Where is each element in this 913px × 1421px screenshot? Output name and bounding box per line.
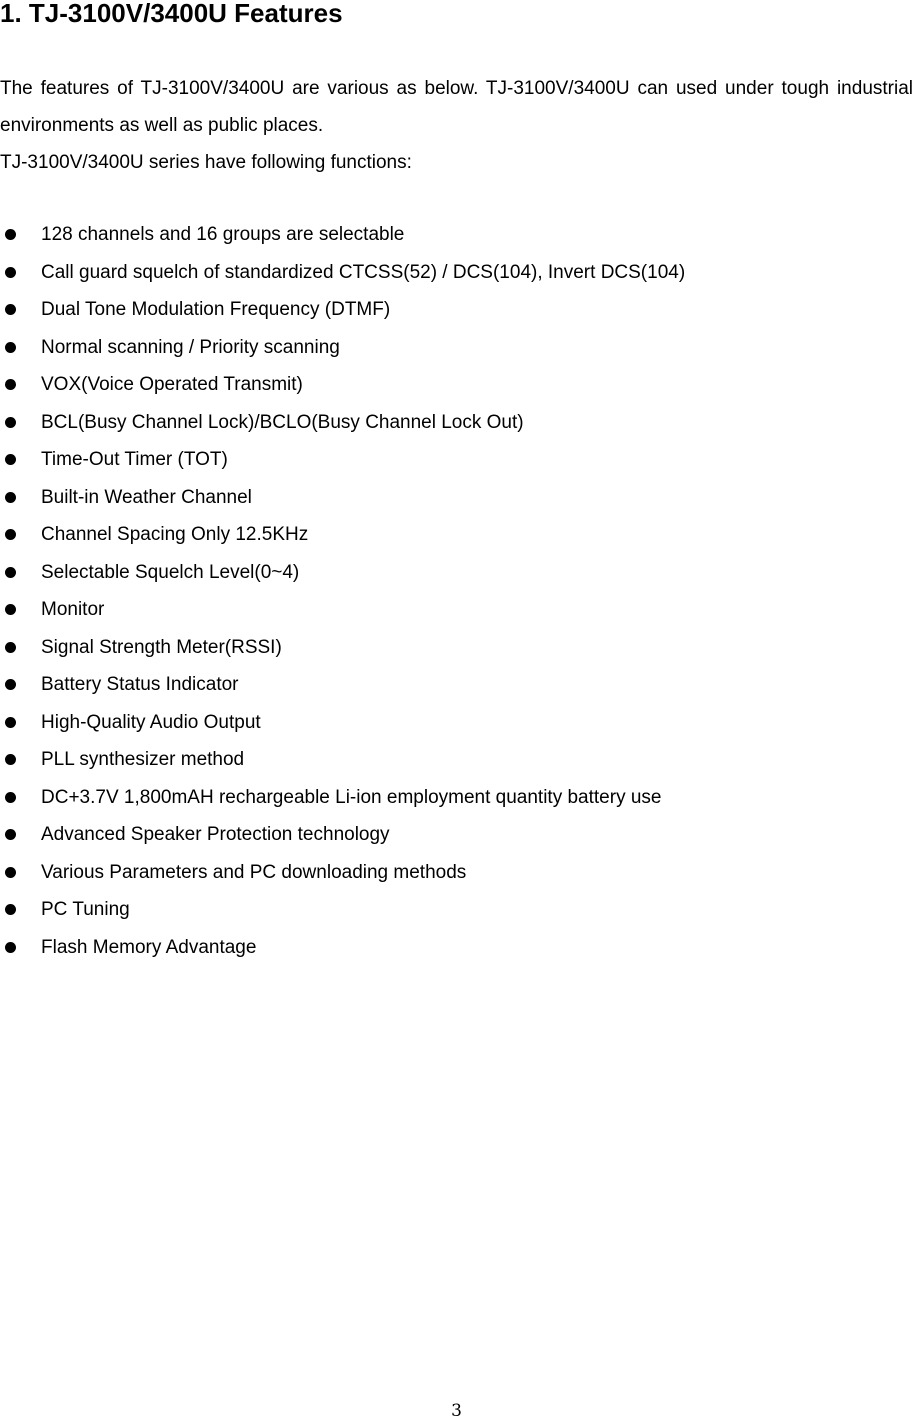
bullet-icon [5,454,16,465]
feature-text: High-Quality Audio Output [41,711,261,733]
feature-text: Various Parameters and PC downloading methods [41,861,467,883]
bullet-icon [5,267,16,278]
feature-item [0,931,913,969]
feature-text: Battery Status Indicator [41,674,239,695]
feature-text: 128 channels and 16 groups are selectable [41,224,405,245]
feature-text: Channel Spacing Only 12.5KHz [41,524,309,545]
feature-item [0,556,913,594]
bullet-icon [5,379,16,390]
feature-item [0,256,913,294]
feature-text: Signal Strength Meter(RSSI) [41,636,282,658]
feature-item [0,593,913,631]
feature-item [0,706,913,744]
feature-text: Selectable Squelch Level(0~4) [41,561,300,583]
intro-paragraph: The features of TJ-3100V/3400U are various as below. TJ-3100V/3400U can used under tough industrial environments as well as public places. [0,78,913,136]
feature-text: Flash Memory Advantage [41,936,257,958]
feature-item [0,293,913,331]
feature-item [0,331,913,369]
page-number: 3 [451,1401,462,1421]
feature-item [0,406,913,444]
feature-text: Dual Tone Modulation Frequency (DTMF) [41,299,391,320]
feature-text: Time-Out Timer (TOT) [41,449,228,470]
feature-item [0,518,913,556]
bullet-icon [5,417,16,428]
feature-text: Monitor [41,599,105,620]
bullet-icon [5,867,16,878]
feature-item [0,781,913,819]
bullet-icon [5,904,16,915]
feature-text: Normal scanning / Priority scanning [41,336,340,358]
feature-item [0,668,913,706]
feature-text: PLL synthesizer method [41,749,245,770]
bullet-icon [5,829,16,840]
bullet-icon [5,229,16,240]
feature-text: Built-in Weather Channel [41,486,252,508]
bullet-icon [5,304,16,315]
feature-text: DC+3.7V 1,800mAH rechargeable Li-ion employment quantity battery use [41,786,662,808]
bullet-icon [5,342,16,353]
feature-item [0,893,913,931]
section-heading: 1. TJ-3100V/3400U Features [0,0,343,28]
feature-item [0,856,913,894]
bullet-icon [5,792,16,803]
bullet-icon [5,492,16,503]
bullet-icon [5,679,16,690]
feature-text: PC Tuning [41,899,130,920]
feature-item [0,368,913,406]
intro-section [0,70,913,181]
bullet-icon [5,642,16,653]
bullet-icon [5,717,16,728]
feature-text: BCL(Busy Channel Lock)/BCLO(Busy Channel Lock Out) [41,411,524,433]
bullet-icon [5,567,16,578]
feature-text: Advanced Speaker Protection technology [41,824,390,845]
feature-text: Call guard squelch of standardized CTCSS(52) / DCS(104), Invert DCS(104) [41,261,686,283]
feature-list [0,218,913,968]
bullet-icon [5,529,16,540]
feature-item [0,443,913,481]
feature-item [0,218,913,256]
feature-item [0,818,913,856]
feature-item [0,631,913,669]
bullet-icon [5,942,16,953]
feature-text: VOX(Voice Operated Transmit) [41,374,303,395]
bullet-icon [5,754,16,765]
feature-item [0,481,913,519]
functions-lead-in: TJ-3100V/3400U series have following functions: [0,152,412,173]
bullet-icon [5,604,16,615]
feature-item [0,743,913,781]
